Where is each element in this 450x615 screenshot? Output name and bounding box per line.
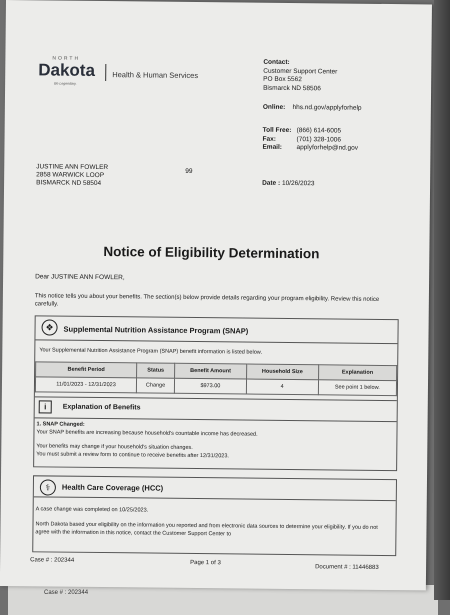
logo-divider xyxy=(105,64,106,81)
snap-title: Supplemental Nutrition Assistance Program (SNAP) xyxy=(63,324,249,336)
email-label: Email: xyxy=(262,143,283,151)
column-header: Benefit Amount xyxy=(175,363,247,379)
toll-free-label: Toll Free: xyxy=(262,126,292,134)
snap-description: Your Supplemental Nutrition Assistance Program (SNAP) benefit information is listed below. xyxy=(39,347,263,356)
footer-document-number: Document # : 11446883 xyxy=(315,564,379,571)
status-cell: Change xyxy=(136,378,174,393)
column-header: Explanation xyxy=(318,365,396,381)
column-header: Status xyxy=(137,363,175,378)
hcc-section xyxy=(32,475,397,556)
recipient-address xyxy=(36,163,108,188)
salutation: Dear JUSTINE ANN FOWLER, xyxy=(35,273,125,282)
benefit-amount-cell: $973.00 xyxy=(175,378,247,394)
household-size-cell: 4 xyxy=(246,379,318,395)
background-edge xyxy=(434,0,450,600)
explanation-title: Explanation of Benefits xyxy=(62,403,141,412)
snap-section xyxy=(33,315,399,471)
hcc-note: North Dakota based your eligibility on the information you reported and from electronic data sources to determine your eligibility. If you do not agree with the information in this notice, contact the Customer Support Center to xyxy=(35,521,378,537)
explanation-note: You must submit a review form to continue to receive benefits after 12/31/2023. xyxy=(36,450,229,459)
shopping-basket-icon: ❖ xyxy=(41,319,57,335)
online-url[interactable]: hhs.nd.gov/applyforhelp xyxy=(292,104,362,112)
contact-line: Bismarck ND 58506 xyxy=(263,84,321,92)
fax-label: Fax: xyxy=(262,135,276,143)
explanation-point-title: 1. SNAP Changed: xyxy=(36,421,85,428)
column-header: Benefit Period xyxy=(36,362,137,378)
hcc-header xyxy=(34,476,396,501)
column-header: Household Size xyxy=(246,364,318,380)
footer-case-number: Case # : 202344 xyxy=(30,557,75,564)
contact-line: PO Box 5562 xyxy=(263,75,302,84)
hcc-title: Health Care Coverage (HCC) xyxy=(61,482,164,493)
contact-block xyxy=(263,59,337,94)
logo-tagline: Be Legendary. xyxy=(54,81,77,86)
snap-header xyxy=(35,316,397,344)
recipient-city: BISMARCK ND 58504 xyxy=(36,179,102,188)
recipient-name: JUSTINE ANN FOWLER xyxy=(36,163,109,172)
footer-page-number: Page 1 of 3 xyxy=(190,559,221,567)
explanation-cell: See point 1 below. xyxy=(318,380,396,396)
date-label: Date : xyxy=(262,179,281,187)
explanation-header xyxy=(35,396,397,422)
online-label: Online: xyxy=(262,103,286,111)
contact-line: Customer Support Center xyxy=(263,67,338,75)
toll-free-number: (866) 614-6005 xyxy=(296,127,342,135)
table-row xyxy=(35,377,396,396)
benefit-table xyxy=(35,361,397,396)
notice-date xyxy=(262,180,314,188)
logo-state-name: Dakota xyxy=(38,60,96,80)
online-row xyxy=(263,104,362,112)
contact-label: Contact: xyxy=(263,58,290,66)
recipient-street: 2858 WARWICK LOOP xyxy=(36,171,105,180)
caduceus-icon: ⚕ xyxy=(40,479,56,495)
underlying-page-case-number: Case # : 202344 xyxy=(44,590,89,596)
explanation-point-text: Your SNAP benefits are increasing because household's countable income has decreased. xyxy=(36,428,258,438)
explanation-body xyxy=(36,421,258,460)
email-address[interactable]: applyforhelp@nd.gov xyxy=(296,144,359,152)
explanation-note: Your benefits may change if your household's situation changes. xyxy=(36,443,193,451)
benefit-period-cell: 11/01/2023 - 12/31/2023 xyxy=(35,377,136,393)
fax-number: (701) 328-1006 xyxy=(296,135,342,144)
department-name: Health & Human Services xyxy=(112,70,199,81)
logo-state-top: NORTH xyxy=(52,55,81,62)
page-title: Notice of Eligibility Determination xyxy=(103,244,320,262)
phone-block xyxy=(262,127,358,153)
mail-code: 99 xyxy=(185,167,193,175)
info-icon: i xyxy=(39,400,52,413)
hcc-change-text: A case change was completed on 10/25/2023. xyxy=(35,506,149,514)
date-value: 10/26/2023 xyxy=(281,179,315,188)
intro-paragraph: This notice tells you about your benefits. The section(s) below provide details regarding your program eligibility. Review this notice carefully. xyxy=(34,293,380,308)
